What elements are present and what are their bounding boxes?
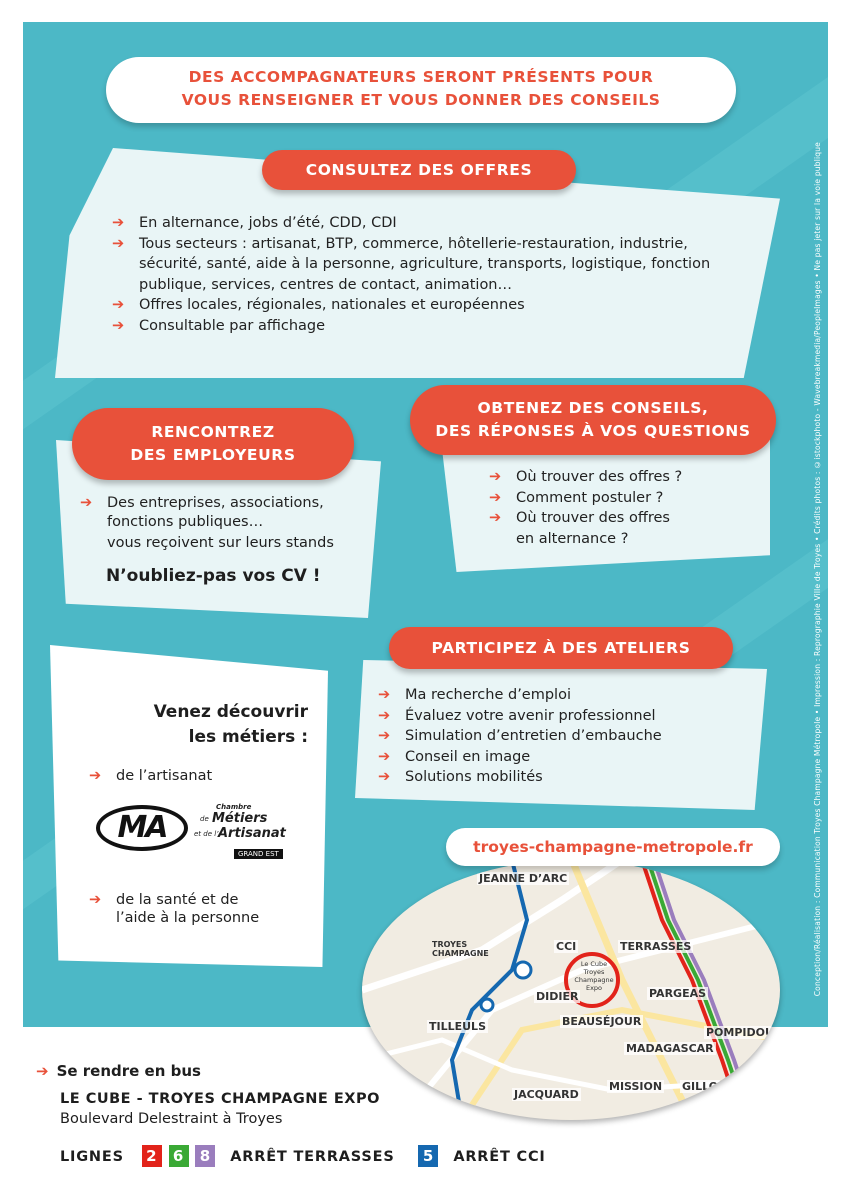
arrow-right-icon: ➔: [378, 728, 391, 744]
conseils-title: OBTENEZ DES CONSEILS, DES RÉPONSES À VOS QUESTIONS: [410, 385, 776, 455]
arrow-right-icon: ➔: [489, 469, 502, 485]
bus-line-badge: 5: [418, 1145, 438, 1167]
employeurs-text-line3: vous reçoivent sur leurs stands: [107, 535, 334, 551]
list-item: ➔ Évaluez votre avenir professionnel: [378, 706, 758, 727]
map-stop-label: PARGEAS: [649, 987, 707, 1000]
transport-info: [36, 1062, 796, 1168]
list-item: ➔ Tous secteurs : artisanat, BTP, commerce, hôtellerie-restauration, industrie, sécurité, santé, aide à la personne, agriculture, transports, logistique, fonction publique, services, centres de contact, animation…: [112, 235, 711, 293]
list-item: ➔ Consultable par affichage: [112, 316, 752, 337]
bus-line-badge: 8: [195, 1145, 215, 1167]
ateliers-title: PARTICIPEZ À DES ATELIERS: [389, 627, 733, 669]
cma-logo: MA Chambre de Métiers et de l’ Artisanat GRAND EST: [96, 803, 306, 865]
arrow-right-icon: ➔: [80, 495, 93, 511]
arrow-right-icon: ➔: [89, 892, 102, 908]
arrow-right-icon: ➔: [378, 707, 391, 724]
metiers-list-1: [89, 766, 309, 787]
map-stop-label: DIDIER: [536, 990, 579, 1003]
arrow-right-icon: ➔: [112, 297, 125, 313]
list-item: ➔ Des entreprises, associations,: [80, 493, 380, 514]
transport-lines: LIGNES 2 6 8 ARRÊT TERRASSES 5 ARRÊT CCI: [60, 1147, 546, 1165]
bus-line-badge: 2: [142, 1145, 162, 1167]
list-item: ➔ Simulation d’entretien d’embauche: [378, 726, 758, 747]
map-stop-label: POMPIDOU: [706, 1026, 774, 1039]
arrow-right-icon: ➔: [489, 489, 502, 506]
arrow-right-icon: ➔: [378, 687, 391, 703]
map-stop-label: TILLEULS: [429, 1020, 486, 1033]
arrow-right-icon: ➔: [489, 510, 502, 526]
banner-line-2: VOUS RENSEIGNER ET VOUS DONNER DES CONSEILS: [181, 91, 661, 109]
list-item: ➔ Ma recherche d’emploi: [378, 685, 758, 706]
conseils-list: [489, 467, 749, 549]
list-item: ➔ de l’artisanat: [89, 766, 309, 787]
map-stop-label: MADAGASCAR: [626, 1042, 714, 1055]
ateliers-list: [378, 685, 758, 788]
employeurs-text-line2: fonctions publiques…: [107, 514, 264, 530]
employeurs-list: [80, 493, 380, 514]
metiers-list-2: [89, 890, 309, 911]
map-brand-label: TROYES CHAMPAGNE: [432, 940, 489, 958]
transport-address: Boulevard Delestraint à Troyes: [60, 1111, 283, 1127]
employeurs-title: RENCONTREZ DES EMPLOYEURS: [72, 408, 354, 480]
list-item: ➔ Où trouver des offres ?: [489, 467, 749, 488]
arrow-right-icon: ➔: [112, 317, 125, 334]
arrow-right-icon: ➔: [89, 768, 102, 784]
arrow-right-icon: ➔: [36, 1062, 49, 1080]
metiers-item2-line2: l’aide à la personne: [116, 910, 260, 926]
map-stop-label: GILLO: [682, 1080, 719, 1093]
cv-reminder: N’oubliez-pas vos CV !: [106, 566, 321, 586]
transport-venue: LE CUBE - TROYES CHAMPAGNE EXPO: [60, 1091, 380, 1107]
offres-list: [112, 213, 752, 336]
metiers-title: Venez découvrir les métiers :: [153, 702, 308, 747]
list-item: ➔ de la santé et de: [89, 890, 309, 911]
arrow-right-icon: ➔: [378, 769, 391, 785]
arrow-right-icon: ➔: [378, 748, 391, 765]
top-banner: [106, 57, 736, 123]
arrow-right-icon: ➔: [112, 235, 125, 252]
cma-logo-mark: MA: [96, 805, 188, 851]
arrow-right-icon: ➔: [112, 215, 125, 231]
list-item: ➔ En alternance, jobs d’été, CDD, CDI: [112, 213, 752, 234]
map-venue-label: Le Cube Troyes Champagne Expo: [574, 960, 614, 992]
list-item: ➔ Offres locales, régionales, nationales et européennes: [112, 295, 752, 316]
map-stop-label: JEANNE D’ARC: [479, 872, 568, 885]
bus-line-badge: 6: [169, 1145, 189, 1167]
list-item: ➔ Où trouver des offres en alternance ?: [489, 510, 670, 547]
list-item: ➔ Solutions mobilités: [378, 767, 758, 788]
list-item: ➔ Comment postuler ?: [489, 488, 749, 509]
transport-heading: ➔ Se rendre en bus: [36, 1062, 201, 1080]
website-link[interactable]: troyes-champagne-metropole.fr: [446, 828, 780, 866]
banner-line-1: DES ACCOMPAGNATEURS SERONT PRÉSENTS POUR: [188, 68, 654, 86]
map-stop-label: CCI: [556, 940, 577, 953]
list-item: ➔ Conseil en image: [378, 747, 758, 768]
map-stop-label: BEAUSÉJOUR: [562, 1015, 642, 1028]
map-stop-label: JACQUARD: [514, 1088, 579, 1101]
credits-vertical: Conception/Réalisation : Communication Troyes Champagne Métropole • Impression : Reprographie Ville de Troyes • Crédits photos : ©istockphoto - Wavebreakmedia/PeopleImages • Ne pas jeter sur la voie publique: [813, 142, 822, 997]
map-stop-label: MISSION: [609, 1080, 663, 1093]
map-stop-label: TERRASSES: [620, 940, 692, 953]
offres-title: CONSULTEZ DES OFFRES: [262, 150, 576, 190]
